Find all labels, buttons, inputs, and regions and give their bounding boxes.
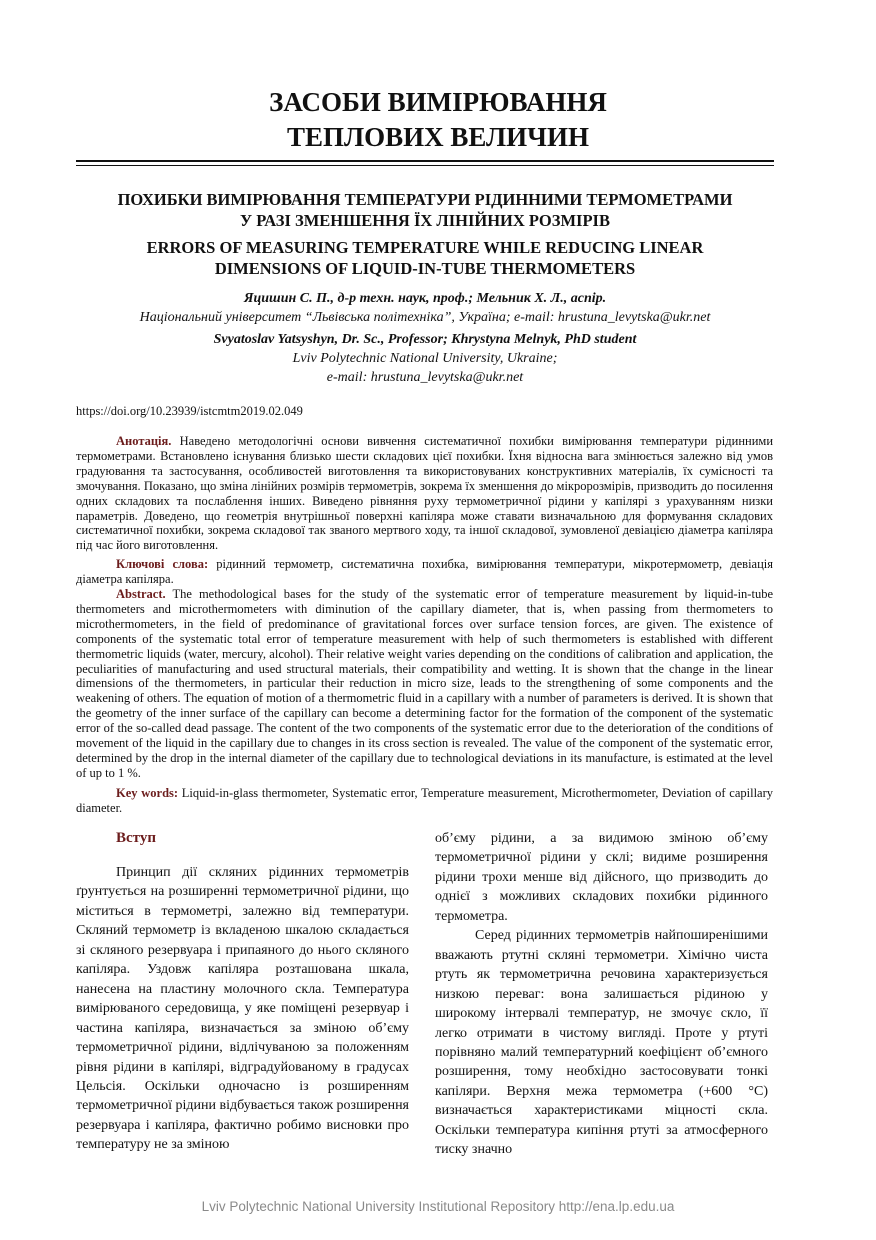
keywords-uk-label: Ключові слова: bbox=[116, 557, 209, 571]
section-heading bbox=[0, 85, 876, 155]
abstract-en-label: Abstract. bbox=[116, 587, 166, 601]
abstract-en-text: The methodological bases for the study of the systematic error of temperature measurement by liquid-in-tube thermometers and microthermometers with diminution of the capillary diameter, that is, when passing from thermometers to microthermometers, in the field of predominance of gravitational forces over surface tension forces, are given. The existence of components of the systematic total error of temperature measurement with help of such thermometers is established with different thermometric liquids (water, mercury, alcohol). Their relative weight varies depending on the conditions of calibration and application, the peculiarities of manufacturing and used structural materials, their compatibility and wetting. It is shown that the change in the linear dimensions of the thermometers, in particular their reduction in micro size, leads to the strengthening of some components and the weakening of others. The equation of motion of a thermometric fluid in a capillary with a number of parameters is derived. It is shown that the geometry of the inner surface of the capillary can become a determining factor for the formation of the component of the systematic error of the so-called dead passage. The content of the two components of the systematic error due to the deterioration of the conditions of movement of the liquid in the capillary due to changes in its cross section is revealed. The value of the component of the systematic error, determined by the drop in the internal diameter of the capillary due to technological deviations in its manufacture, is estimated at the level of up to 1 %. bbox=[76, 587, 773, 780]
heading-rule-thick bbox=[76, 160, 774, 162]
title-en-line1: ERRORS OF MEASURING TEMPERATURE WHILE REDUCING LINEAR bbox=[146, 238, 704, 257]
authors-ukrainian bbox=[80, 289, 770, 327]
authors-uk-names: Яцишин С. П., д-р техн. наук, проф.; Мельник Х. Л., аспір. bbox=[243, 291, 607, 306]
abstract-english bbox=[76, 587, 773, 781]
title-en-line2: DIMENSIONS OF LIQUID-IN-TUBE THERMOMETERS bbox=[214, 259, 636, 278]
title-uk-line1: ПОХИБКИ ВИМІРЮВАННЯ ТЕМПЕРАТУРИ РІДИННИМИ ТЕРМОМЕТРАМИ bbox=[117, 190, 733, 209]
title-uk-line2: У РАЗІ ЗМЕНШЕННЯ ЇХ ЛІНІЙНИХ РОЗМІРІВ bbox=[240, 211, 610, 230]
paper-title-english bbox=[80, 237, 770, 279]
authors-en-email: e-mail: hrustuna_levytska@ukr.net bbox=[326, 370, 524, 385]
keywords-uk-text: рідинний термометр, систематична похибка, вимірювання температури, мікротермометр, девіація діаметра капіляра. bbox=[76, 557, 774, 586]
intro-heading: Вступ bbox=[116, 830, 156, 846]
intro-paragraph-1-continued: об’єму рідини, а за видимою зміною об’єму термометричної рідини у склі; видиме розширення рідини трохи менше від дійсного, що призводить до однієї з можливих складових похибки рідинного термометра. bbox=[435, 831, 768, 924]
authors-uk-affiliation: Національний університет “Львівська політехніка”, Україна; e-mail: hrustuna_levytska@ukr.net bbox=[139, 310, 711, 325]
authors-english bbox=[80, 330, 770, 387]
section-heading-line2: ТЕПЛОВИХ ВЕЛИЧИН bbox=[287, 122, 589, 152]
keywords-english bbox=[76, 786, 773, 816]
abstract-uk-text: Наведено методологічні основи вивчення систематичної похибки вимірювання температури рідинними термометрами. Встановлено існування близько шести складових цієї похибки. Їхня відносна вага змінюється залежно від умов градуювання та застосування, особливостей виготовлення та використовуваних конструктивних матеріалів, їх сумісності та змочування. Показано, що зміна лінійних розмірів термометрів, зокрема їх зменшення до мікророзмірів, призводить до посилення одних складових та послаблення інших. Виведено рівняння руху термометричної рідини у капілярі з урахуванням низки параметрів. Доведено, що геометрія внутрішньої поверхні капіляра може ставати визначальною для формування складових систематичної похибки, зокрема складової так званого мертвого ходу, та іншої складової, зумовленої девіацією діаметра капіляра під час його виготовлення. bbox=[76, 434, 774, 553]
repository-footer: Lviv Polytechnic National University Institutional Repository http://ena.lp.edu.ua bbox=[201, 1199, 675, 1214]
authors-en-affiliation: Lviv Polytechnic National University, Ukraine; bbox=[292, 351, 558, 366]
body-column-right bbox=[435, 829, 768, 1160]
abstract-ukrainian bbox=[76, 434, 773, 553]
body-column-left bbox=[76, 829, 409, 1155]
intro-paragraph-1: Принцип дії скляних рідинних термометрів ґрунтується на розширенні термометричної рідини, що міститься в термометрі, залежно від температури. Скляний термометр із вкладеною шкалою складається зі скляного резервуара і припаяного до нього скляного капіляра. Уздовж капіляра розташована шкала, нанесена на пластину молочного скла. Температура вимірюваного середовища, у яке поміщені резервуар і частина капіляра, визначається за зміною об’єму термометричної рідини, відлічуваною за положенням рівня рідини в капілярі, відградуйованому в градусах Цельсія. Оскільки одночасно із розширенням термометричної рідини відбувається також розширення резервуара і капіляра, фактично робимо висновки про температуру не за зміною bbox=[76, 865, 409, 1153]
keywords-en-text: Liquid-in-glass thermometer, Systematic error, Temperature measurement, Microthermometer, Deviation of capillary diameter. bbox=[76, 786, 773, 815]
paper-title-ukrainian bbox=[80, 189, 770, 231]
intro-paragraph-2: Серед рідинних термометрів найпоширенішими вважають ртутні скляні термометри. Хімічно чиста ртуть як термометрична речовина характеризується низкою переваг: вона залишається рідиною у широкому інтервалі температур, не змочує скло, її легко отримати в чистому вигляді. Проте у ртуті порівняно малий температурний коефіцієнт об’ємного розширення, тому необхідно застосовувати тонкі капіляри. Верхня межа термометра (+600 °С) визначається характеристиками міцності скла. Оскільки температура кипіння ртуті за атмосферного тиску значно bbox=[435, 928, 768, 1158]
keywords-en-label: Key words: bbox=[116, 786, 179, 800]
heading-rule-thin bbox=[76, 165, 774, 166]
authors-en-names: Svyatoslav Yatsyshyn, Dr. Sc., Professor; Khrystyna Melnyk, PhD student bbox=[213, 332, 637, 347]
section-heading-line1: ЗАСОБИ ВИМІРЮВАННЯ bbox=[269, 87, 607, 117]
abstract-uk-label: Анотація. bbox=[116, 434, 172, 448]
keywords-ukrainian bbox=[76, 557, 773, 587]
doi-link[interactable]: https://doi.org/10.23939/istcmtm2019.02.049 bbox=[76, 404, 303, 418]
